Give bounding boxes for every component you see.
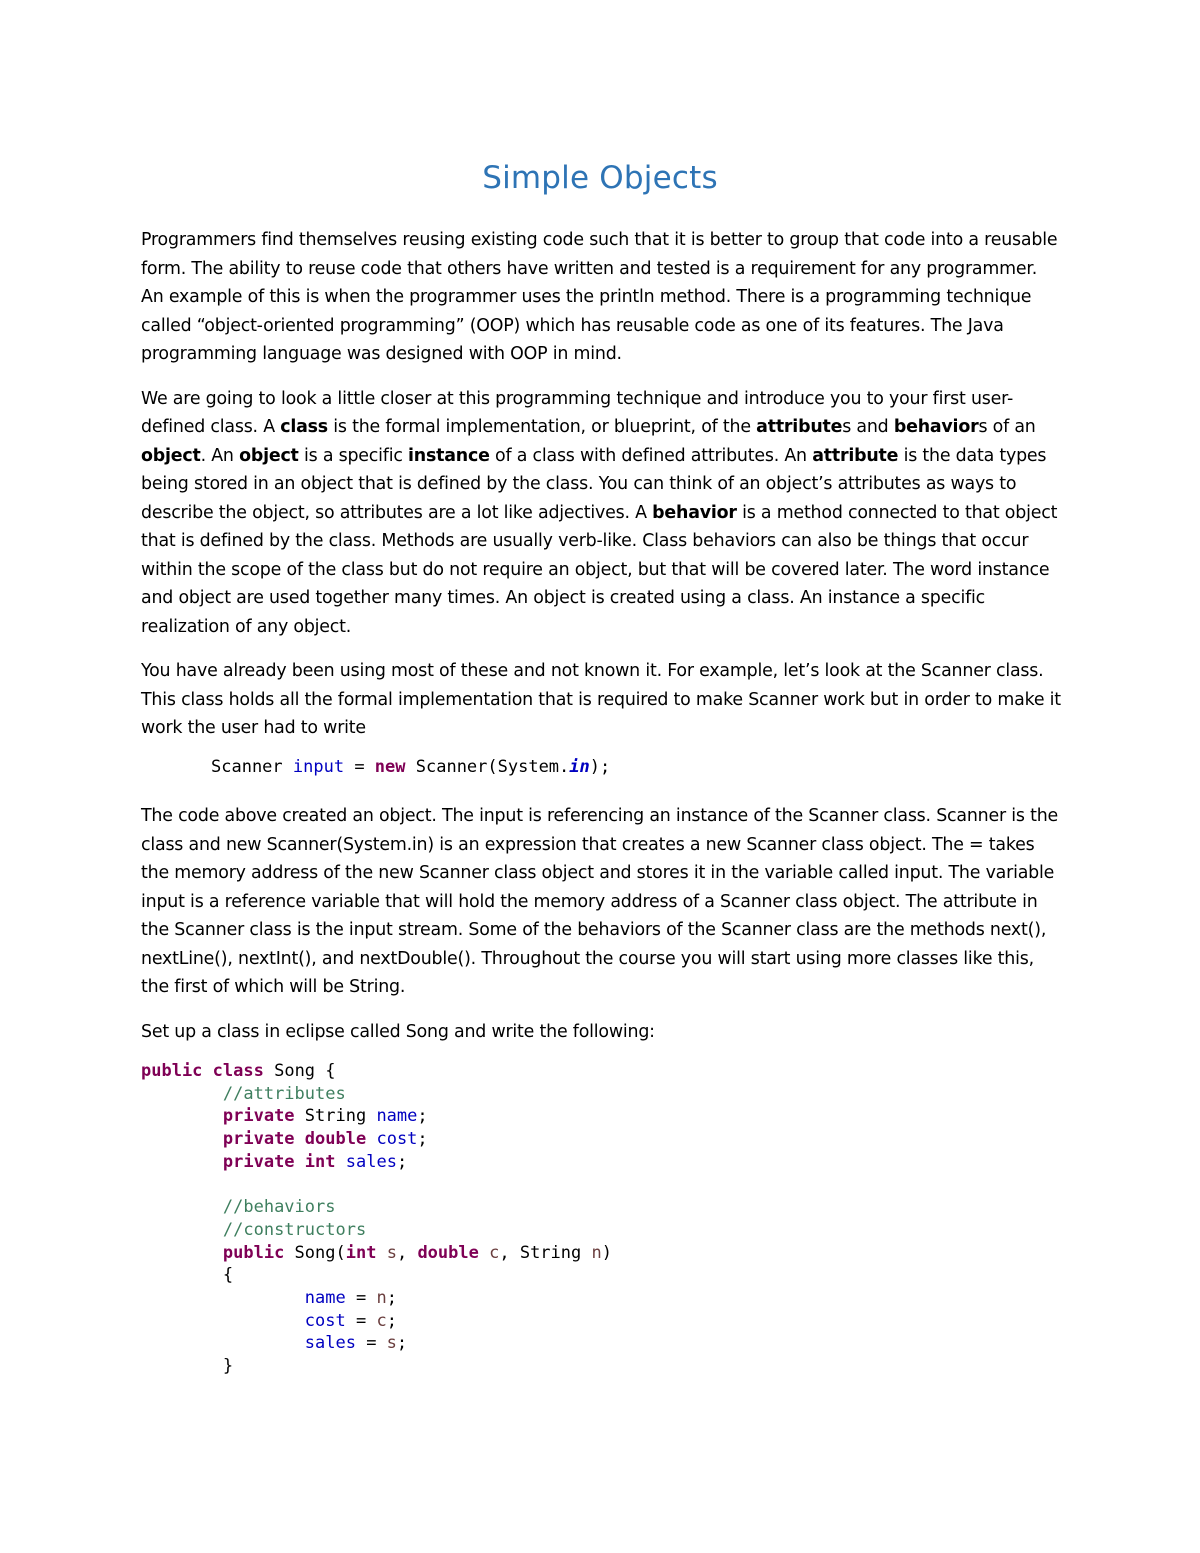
- page-title: Simple Objects: [482, 160, 718, 196]
- code-keyword: private: [222, 1106, 295, 1127]
- code-token: ;: [396, 1333, 408, 1354]
- code-keyword: new: [374, 757, 406, 777]
- code-token: Song(: [284, 1242, 346, 1263]
- code-keyword: private: [222, 1129, 295, 1150]
- code-keyword: double: [417, 1242, 479, 1263]
- code-token: Scanner(System.: [405, 757, 570, 777]
- code-keyword: int: [345, 1242, 377, 1263]
- code-keyword: private: [222, 1151, 295, 1172]
- code-token: =: [355, 1333, 387, 1354]
- term-behavior: behavior: [652, 502, 737, 523]
- text-run: s and: [842, 417, 894, 437]
- code-token: ;: [386, 1288, 397, 1309]
- text-run: We are going to look a little closer at this programming technique and introduce you to your first user-defined class. A: [141, 388, 1014, 437]
- code-param: n: [591, 1242, 602, 1263]
- code-token: Song {: [263, 1061, 336, 1081]
- term-object: object: [141, 445, 201, 466]
- code-token: [336, 1152, 346, 1172]
- term-object: object: [239, 445, 299, 466]
- text-run: s of an: [978, 417, 1036, 437]
- code-keyword: class: [212, 1061, 264, 1081]
- code-token: ,: [396, 1242, 418, 1263]
- paragraph-intro: Programmers find themselves reusing existing code such that it is better to group that code into a reusable form. The ability to reuse code that others have written and tested is a requirement for any programmer. An example of this is when the programmer uses the println method. There is a programming technique called “object-oriented programming” (OOP) which has reusable code as one of its features. The Java programming language was designed with OOP in mind.: [141, 230, 1058, 364]
- code-param: s: [386, 1242, 397, 1263]
- code-param: c: [376, 1310, 387, 1331]
- code-token: =: [345, 1310, 377, 1331]
- code-field: cost: [304, 1310, 346, 1331]
- code-token: [376, 1243, 386, 1263]
- code-param: s: [386, 1333, 397, 1354]
- code-token: ;: [417, 1106, 428, 1127]
- code-comment: //behaviors: [222, 1197, 336, 1218]
- code-keyword: public: [141, 1061, 203, 1081]
- text-run: is the data types being stored in an object that is defined by the class. You can think of an object’s attributes as ways to describe the object, so attributes are a lot like adjectives. A: [141, 445, 1047, 523]
- code-keyword: public: [222, 1242, 285, 1263]
- term-class: class: [280, 417, 328, 437]
- term-attribute: attribute: [756, 417, 843, 437]
- code-token: =: [344, 757, 375, 777]
- code-keyword: int: [304, 1151, 336, 1172]
- code-static-field: in: [569, 757, 590, 777]
- paragraph-definitions: [141, 385, 1061, 642]
- paragraph-explanation: The code above created an object. The input is referencing an instance of the Scanner class. Scanner is the class and new Scanner(System.in) is an expression that creates a new Scanner class object. The = takes the memory address of the new Scanner class object and stores it in the variable called input. The variable input is a reference variable that will hold the memory address of a Scanner class object. The attribute in the Scanner class is the input stream. Some of the behaviors of the Scanner class are the methods next(), nextLine(), nextInt(), and nextDouble(). Throughout the course you will start using more classes like this, the first of which will be String.: [141, 806, 1059, 997]
- explanation-body: [141, 802, 1061, 1062]
- code-field: input: [292, 757, 345, 777]
- text-run: is a method connected to that object that is defined by the class. Methods are usually verb-like. Class behaviors can also be things that occur within the scope of the class but do not require an object, but that will be covered later. The word instance and object are used together many times. An object is created using a class. An instance a specific realization of any object.: [141, 502, 1058, 637]
- term-attribute: attribute: [812, 445, 899, 466]
- code-scanner-line: [211, 757, 610, 777]
- text-run: . An: [200, 445, 240, 466]
- code-field: cost: [376, 1129, 418, 1150]
- code-param: n: [376, 1288, 387, 1309]
- code-field: sales: [345, 1151, 397, 1172]
- code-param: c: [489, 1242, 500, 1263]
- term-instance: instance: [408, 445, 490, 466]
- text-run: of a class with defined attributes. An: [489, 445, 813, 466]
- code-token: ;: [417, 1129, 428, 1150]
- intro-body: [141, 226, 1061, 759]
- text-run: is the formal implementation, or blueprint, of the: [327, 417, 757, 437]
- text-run: is a specific: [298, 445, 409, 466]
- code-token: );: [589, 757, 611, 777]
- code-token: ;: [386, 1310, 397, 1331]
- code-token: ): [601, 1242, 612, 1263]
- code-field: name: [304, 1288, 346, 1309]
- code-token: [366, 1129, 376, 1149]
- code-token: [295, 1129, 305, 1149]
- code-token: }: [222, 1356, 234, 1377]
- term-behavior: behavior: [893, 417, 979, 437]
- code-token: {: [222, 1265, 234, 1286]
- code-token: [479, 1243, 489, 1263]
- code-token: =: [345, 1288, 377, 1309]
- code-song-block: [141, 1060, 612, 1378]
- code-token: [295, 1152, 305, 1172]
- code-token: String: [294, 1106, 377, 1127]
- code-token: ;: [396, 1151, 408, 1172]
- code-token: [202, 1061, 212, 1081]
- code-comment: //attributes: [222, 1083, 346, 1104]
- code-keyword: double: [304, 1129, 367, 1150]
- paragraph-scanner-intro: You have already been using most of these and not known it. For example, let’s look at the Scanner class. This class holds all the formal implementation that is required to make Scanner work but in order to make it work the user had to write: [141, 661, 1061, 738]
- code-token: Scanner: [211, 757, 293, 777]
- code-field: sales: [304, 1333, 356, 1354]
- code-comment: //constructors: [222, 1219, 367, 1240]
- code-field: name: [376, 1106, 418, 1127]
- code-token: , String: [499, 1242, 592, 1263]
- paragraph-instruction: Set up a class in eclipse called Song and write the following:: [141, 1021, 655, 1042]
